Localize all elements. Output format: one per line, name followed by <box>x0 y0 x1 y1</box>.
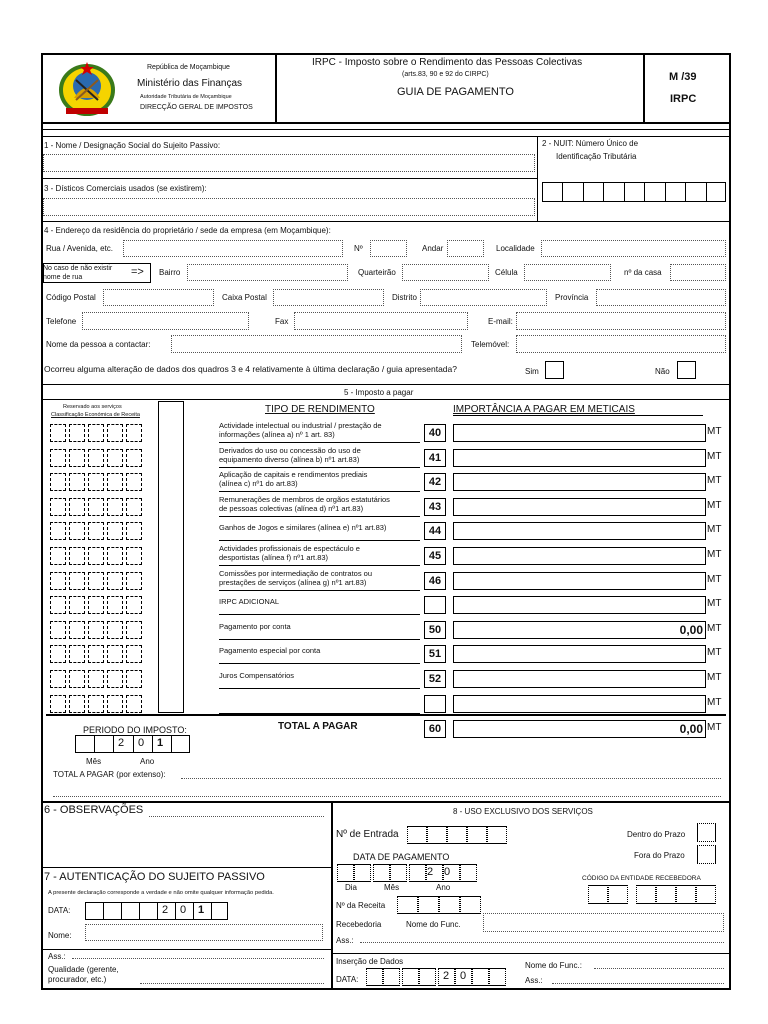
outside-term-label: Fora do Prazo <box>634 851 685 860</box>
authority-text: Autoridade Tributária de Moçambique <box>140 94 232 100</box>
day-label: Dia <box>345 883 358 892</box>
observations-line[interactable] <box>149 816 324 817</box>
income-row-divider <box>219 442 420 443</box>
payment-date-boxes[interactable] <box>337 864 477 882</box>
payment-year-digit-2: 0 <box>444 866 451 878</box>
classification-digit-box[interactable] <box>126 596 142 614</box>
block-label: Quarteirão <box>358 268 396 277</box>
auth-date-label: DATA: <box>48 906 71 915</box>
income-row-amount-field[interactable] <box>453 645 706 663</box>
phone-label: Telefone <box>46 317 77 326</box>
phone-field[interactable] <box>82 312 249 330</box>
nuit-label: 2 - NUIT: Número Único de <box>542 139 639 148</box>
section3-label: 3 - Dísticos Comerciais usados (se existirem): <box>44 184 207 193</box>
classification-row-boxes[interactable] <box>50 695 150 713</box>
income-row-code: 44 <box>424 522 446 540</box>
income-row-currency: MT <box>707 598 722 609</box>
section7-label: 7 - AUTENTICAÇÃO DO SUJEITO PASSIVO <box>44 871 265 883</box>
total-words-label: TOTAL A PAGAR (por extenso): <box>53 770 166 779</box>
classification-row-boxes[interactable] <box>50 473 150 491</box>
income-row-description-2: informações (alínea a) nº 1 art. 83) <box>219 430 335 439</box>
payment-date-label: DATA DE PAGAMENTO <box>353 852 450 862</box>
income-row-code: 50 <box>424 621 446 639</box>
classification-digit-box[interactable] <box>50 670 66 688</box>
classification-digit-box[interactable] <box>126 572 142 590</box>
classification-digit-box[interactable] <box>88 449 104 467</box>
republic-text: República de Moçambique <box>147 64 230 71</box>
income-row-description: Ganhos de Jogos e similares (alínea e) nº1 art.83) <box>219 523 387 532</box>
classification-digit-box[interactable] <box>69 449 85 467</box>
classification-digit-box[interactable] <box>107 473 123 491</box>
classification-digit-box[interactable] <box>126 695 142 713</box>
classification-digit-box[interactable] <box>50 695 66 713</box>
classification-digit-box[interactable] <box>107 645 123 663</box>
classification-digit-box[interactable] <box>88 621 104 639</box>
street-field[interactable] <box>123 240 343 257</box>
classification-digit-box[interactable] <box>50 522 66 540</box>
locality-field[interactable] <box>541 240 726 257</box>
po-box-label: Caixa Postal <box>222 293 267 302</box>
total-code: 60 <box>424 720 446 738</box>
income-row-divider <box>219 663 420 664</box>
classification-row-boxes[interactable] <box>50 449 150 467</box>
province-field[interactable] <box>596 289 726 306</box>
section5-label: 5 - Imposto a pagar <box>344 388 414 397</box>
taxpayer-name-field[interactable] <box>43 154 535 172</box>
data-entry-official-label: Nome do Func.: <box>525 961 582 970</box>
classification-row-boxes[interactable] <box>50 424 150 442</box>
no-checkbox[interactable] <box>677 361 696 379</box>
auth-name-label: Nome: <box>48 931 72 940</box>
income-row-divider <box>219 467 420 468</box>
postal-code-label: Código Postal <box>46 293 96 302</box>
classification-digit-box[interactable] <box>107 695 123 713</box>
classification-digit-box[interactable] <box>107 670 123 688</box>
yes-label: Sim <box>525 367 539 376</box>
income-row-amount-field[interactable] <box>453 572 706 590</box>
classification-digit-box[interactable] <box>50 498 66 516</box>
district-label: Distrito <box>392 293 417 302</box>
income-row-code: 43 <box>424 498 446 516</box>
service-signature-label: Ass.: <box>336 936 354 945</box>
income-row-amount-field[interactable] <box>453 522 706 540</box>
number-label: Nº <box>354 244 363 253</box>
income-row-amount-field[interactable] <box>453 547 706 565</box>
income-row-description-2: desportistas (alínea f) nº1 art.83) <box>219 553 329 562</box>
number-field[interactable] <box>370 240 407 257</box>
province-label: Província <box>555 293 589 302</box>
entry-number-boxes[interactable] <box>407 826 507 844</box>
yes-checkbox[interactable] <box>545 361 564 379</box>
no-street-label-2: nome de rua <box>43 274 83 281</box>
classification-digit-box[interactable] <box>126 621 142 639</box>
income-row-description: Pagamento especial por conta <box>219 646 321 655</box>
classification-digit-box[interactable] <box>107 522 123 540</box>
email-field[interactable] <box>516 312 726 330</box>
classification-digit-box[interactable] <box>126 498 142 516</box>
section6-label: 6 - OBSERVAÇÕES <box>44 804 144 816</box>
entry-year-digit-1: 2 <box>443 970 450 982</box>
classification-digit-box[interactable] <box>50 547 66 565</box>
no-label: Não <box>655 367 670 376</box>
quality-label-2: procurador, etc.) <box>48 975 107 984</box>
form-code: M /39 <box>669 71 697 83</box>
ministry-text: Ministério das Finanças <box>137 78 243 89</box>
income-row-amount-field[interactable] <box>453 498 706 516</box>
floor-field[interactable] <box>447 240 484 257</box>
classification-digit-box[interactable] <box>88 424 104 442</box>
section1-label: 1 - Nome / Designação Social do Sujeito Passivo: <box>44 141 221 150</box>
data-entry-label: Inserção de Dados <box>336 957 404 966</box>
income-row-divider <box>219 540 420 541</box>
data-entry-signature-line[interactable] <box>552 983 724 984</box>
payment-year-digit-1: 2 <box>427 866 434 878</box>
classification-row-boxes[interactable] <box>50 596 150 614</box>
income-row-currency: MT <box>707 500 722 511</box>
house-number-field[interactable] <box>670 264 726 281</box>
income-row-amount-field[interactable] <box>453 670 706 688</box>
total-words-line-2[interactable] <box>53 796 721 797</box>
income-row-description: Juros Compensatórios <box>219 671 295 680</box>
classification-digit-box[interactable] <box>69 473 85 491</box>
data-entry-signature-label: Ass.: <box>525 976 543 985</box>
mobile-field[interactable] <box>516 335 726 353</box>
classification-row-boxes[interactable] <box>50 522 150 540</box>
locality-label: Localidade <box>496 244 535 253</box>
income-row-description: Aplicação de capitais e rendimentos prediais <box>219 470 368 479</box>
receiving-office-label: Recebedoria <box>336 920 382 929</box>
contact-person-field[interactable] <box>171 335 462 353</box>
neighborhood-label: Bairro <box>159 268 181 277</box>
income-row-code <box>424 695 446 713</box>
classification-digit-box[interactable] <box>107 424 123 442</box>
classification-digit-box[interactable] <box>107 547 123 565</box>
period-year-digit-2: 0 <box>138 737 145 749</box>
fax-label: Fax <box>275 317 289 326</box>
official-name-label: Nome do Func. <box>406 920 461 929</box>
classification-digit-box[interactable] <box>69 424 85 442</box>
total-label: TOTAL A PAGAR <box>278 721 358 732</box>
year-label-8: Ano <box>436 883 451 892</box>
income-row-divider <box>219 516 420 517</box>
nuit-digit-boxes[interactable] <box>542 182 726 202</box>
classification-digit-box[interactable] <box>69 670 85 688</box>
classification-digit-box[interactable] <box>126 645 142 663</box>
block-field[interactable] <box>402 264 489 281</box>
classification-row-boxes[interactable] <box>50 572 150 590</box>
income-row-code: 41 <box>424 449 446 467</box>
classification-digit-box[interactable] <box>69 572 85 590</box>
income-row-amount-field[interactable] <box>453 424 706 442</box>
coat-of-arms-emblem <box>52 58 122 118</box>
classification-digit-box[interactable] <box>88 498 104 516</box>
income-row-amount-field[interactable] <box>453 596 706 614</box>
auth-signature-label: Ass.: <box>48 952 66 961</box>
income-row-code: 46 <box>424 572 446 590</box>
income-row-amount-field[interactable] <box>453 473 706 491</box>
income-row-code: 52 <box>424 670 446 688</box>
house-number-label: nº da casa <box>624 268 662 277</box>
classification-digit-box[interactable] <box>50 424 66 442</box>
classification-digit-box[interactable] <box>50 473 66 491</box>
floor-label: Andar <box>422 244 444 253</box>
classification-digit-box[interactable] <box>50 449 66 467</box>
income-row-description: Comissões por intermediação de contratos ou <box>219 569 372 578</box>
income-row-description-2: (alínea c) nº1 do art.83) <box>219 479 298 488</box>
entry-year-digit-2: 0 <box>460 970 467 982</box>
classification-digit-box[interactable] <box>88 572 104 590</box>
classification-digit-box[interactable] <box>69 596 85 614</box>
classification-digit-box[interactable] <box>50 645 66 663</box>
income-row-description-2: de pessoas colectivas (alínea d) nº1 art.83) <box>219 504 364 513</box>
form-type: IRPC <box>670 93 697 105</box>
classification-digit-box[interactable] <box>126 547 142 565</box>
section4-label: 4 - Endereço da residência do proprietário / sede da empresa (em Moçambique): <box>44 226 331 235</box>
income-row-divider <box>219 565 420 566</box>
section8-label: 8 - USO EXCLUSIVO DOS SERVIÇOS <box>453 807 593 816</box>
classification-digit-box[interactable] <box>69 645 85 663</box>
classification-digit-box[interactable] <box>126 424 142 442</box>
classification-digit-box[interactable] <box>69 522 85 540</box>
income-row-currency: MT <box>707 426 722 437</box>
classification-row-boxes[interactable] <box>50 498 150 516</box>
income-row-currency: MT <box>707 524 722 535</box>
no-street-label: No caso de não existir <box>43 265 113 272</box>
income-row-currency: MT <box>707 475 722 486</box>
direction-text: DIRECÇÃO GERAL DE IMPOSTOS <box>140 104 253 111</box>
classification-digit-box[interactable] <box>107 572 123 590</box>
classification-row-boxes[interactable] <box>50 645 150 663</box>
income-row-description: Pagamento por conta <box>219 622 291 631</box>
classification-digit-box[interactable] <box>88 670 104 688</box>
income-row-code: 51 <box>424 645 446 663</box>
classification-label: Classificação Económica de Receita <box>51 412 140 418</box>
auth-signature-line[interactable] <box>72 958 324 959</box>
street-label: Rua / Avenida, etc. <box>46 244 114 253</box>
auth-name-field[interactable] <box>85 924 323 941</box>
income-row-currency: MT <box>707 697 722 708</box>
email-label: E-mail: <box>488 317 513 326</box>
classification-digit-box[interactable] <box>126 473 142 491</box>
data-entry-date-label: DATA: <box>336 975 359 984</box>
income-row-code: 40 <box>424 424 446 442</box>
income-row-divider <box>219 639 420 640</box>
data-entry-official-line[interactable] <box>594 968 724 969</box>
receipt-number-label: Nº da Receita <box>336 901 386 910</box>
classification-digit-box[interactable] <box>88 596 104 614</box>
income-row-code: 42 <box>424 473 446 491</box>
income-row-amount-field[interactable] <box>453 695 706 713</box>
classification-digit-box[interactable] <box>50 596 66 614</box>
declaration-text: A presente declaração corresponde a verdade e não omite qualquer informação pedida. <box>48 890 274 896</box>
classification-digit-box[interactable] <box>126 522 142 540</box>
income-row-divider <box>219 614 420 615</box>
reserved-column-box <box>158 401 184 713</box>
income-row-description: Actividades profissionais de espectáculo e <box>219 544 360 553</box>
month-label: Mês <box>86 757 102 766</box>
year-label: Ano <box>140 757 155 766</box>
income-row-amount-field[interactable]: 0,00 <box>453 621 706 639</box>
income-row-description: Derivados do uso ou concessão do uso de <box>219 446 361 455</box>
postal-code-field[interactable] <box>103 289 214 306</box>
classification-digit-box[interactable] <box>88 695 104 713</box>
income-row-divider <box>219 688 420 689</box>
classification-row-boxes[interactable] <box>50 670 150 688</box>
auth-date-digit-3: 1 <box>198 904 205 916</box>
period-year-digit-3: 1 <box>157 737 164 749</box>
classification-digit-box[interactable] <box>88 473 104 491</box>
receipt-number-boxes[interactable] <box>397 896 481 914</box>
classification-digit-box[interactable] <box>88 547 104 565</box>
income-row-description-2: prestações de serviços (alínea g) nº1 art.83) <box>219 578 367 587</box>
income-row-code: 45 <box>424 547 446 565</box>
classification-digit-box[interactable] <box>88 645 104 663</box>
total-currency: MT <box>707 722 722 733</box>
classification-digit-box[interactable] <box>69 498 85 516</box>
classification-digit-box[interactable] <box>107 498 123 516</box>
income-row-description-2: equipamento diverso (alínea b) nº1 art.83) <box>219 455 360 464</box>
total-words-line[interactable] <box>181 778 721 779</box>
official-name-field[interactable] <box>483 913 724 932</box>
income-row-currency: MT <box>707 647 722 658</box>
classification-row-boxes[interactable] <box>50 621 150 639</box>
classification-digit-box[interactable] <box>107 621 123 639</box>
district-field[interactable] <box>420 289 547 306</box>
auth-date-digit-1: 2 <box>162 904 169 916</box>
commercial-signs-field[interactable] <box>43 198 535 216</box>
income-row-divider <box>219 590 420 591</box>
income-row-description: Actividade intelectual ou industrial / prestação de <box>219 421 382 430</box>
contact-person-label: Nome da pessoa a contactar: <box>46 340 151 349</box>
outside-term-checkbox[interactable] <box>697 845 716 864</box>
income-row-currency: MT <box>707 623 722 634</box>
classification-digit-box[interactable] <box>88 522 104 540</box>
period-label: PERIODO DO IMPOSTO: <box>83 725 187 735</box>
reserved-label: Reservado aos serviços <box>63 404 122 410</box>
classification-digit-box[interactable] <box>107 596 123 614</box>
classification-digit-box[interactable] <box>69 547 85 565</box>
amount-header: IMPORTÂNCIA A PAGAR EM METICAIS <box>453 404 635 415</box>
income-row-code <box>424 596 446 614</box>
fax-field[interactable] <box>294 312 468 330</box>
income-row-currency: MT <box>707 574 722 585</box>
classification-digit-box[interactable] <box>69 695 85 713</box>
arrow-label: => <box>131 266 144 278</box>
income-row-description: Remunerações de membros de orgãos estatutários <box>219 495 390 504</box>
within-term-checkbox[interactable] <box>697 823 716 842</box>
classification-digit-box[interactable] <box>69 621 85 639</box>
income-row-amount-field[interactable] <box>453 449 706 467</box>
cell-field[interactable] <box>524 264 611 281</box>
income-row-currency: MT <box>707 672 722 683</box>
classification-digit-box[interactable] <box>50 621 66 639</box>
neighborhood-field[interactable] <box>187 264 348 281</box>
data-entry-date-boxes[interactable] <box>366 968 506 986</box>
entity-code-boxes[interactable] <box>588 885 716 904</box>
income-row-description: IRPC ADICIONAL <box>219 597 280 606</box>
total-amount-field[interactable]: 0,00 <box>453 720 706 738</box>
period-year-digit-1: 2 <box>118 737 125 749</box>
articles-text: (arts.83, 90 e 92 do CIRPC) <box>402 71 489 78</box>
income-type-header: TIPO DE RENDIMENTO <box>265 404 375 415</box>
classification-digit-box[interactable] <box>126 670 142 688</box>
change-question: Ocorreu alguma alteração de dados dos quadros 3 e 4 relativamente à última declaração / guia apresentada? <box>44 364 457 374</box>
within-term-label: Dentro do Prazo <box>627 830 686 839</box>
entity-code-label: CÓDIGO DA ENTIDADE RECEBEDORA <box>582 875 701 882</box>
mobile-label: Telemóvel: <box>471 340 510 349</box>
nuit-label-2: Identificação Tributária <box>556 152 637 161</box>
classification-digit-box[interactable] <box>126 449 142 467</box>
service-signature-line[interactable] <box>360 942 724 943</box>
quality-line[interactable] <box>140 983 324 984</box>
tax-title: IRPC - Imposto sobre o Rendimento das Pessoas Colectivas <box>312 57 583 68</box>
income-row-divider <box>219 491 420 492</box>
classification-digit-box[interactable] <box>50 572 66 590</box>
entry-number-label: Nº de Entrada <box>336 829 399 840</box>
classification-row-boxes[interactable] <box>50 547 150 565</box>
po-box-field[interactable] <box>273 289 384 306</box>
document-title: GUIA DE PAGAMENTO <box>397 86 514 98</box>
cell-label: Célula <box>495 268 518 277</box>
auth-date-digit-2: 0 <box>180 904 187 916</box>
month-label-8: Mês <box>384 883 400 892</box>
classification-digit-box[interactable] <box>107 449 123 467</box>
income-row-currency: MT <box>707 451 722 462</box>
income-row-currency: MT <box>707 549 722 560</box>
quality-label: Qualidade (gerente, <box>48 965 119 974</box>
